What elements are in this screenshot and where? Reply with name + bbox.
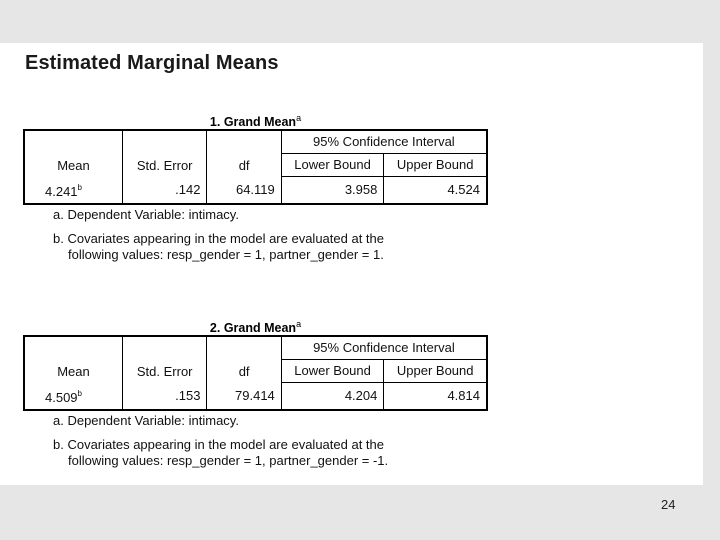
footnotes	[23, 206, 488, 262]
estimates-table	[23, 129, 488, 205]
page-number: 24	[661, 497, 676, 512]
col-header-upper-bound: Upper Bound	[384, 360, 487, 383]
col-header-df: df	[207, 130, 281, 177]
table-title	[23, 107, 488, 129]
col-header-confidence-interval: 95% Confidence Interval	[281, 130, 487, 154]
footnote-b-line-1: b. Covariates appearing in the model are evaluated at the	[53, 436, 384, 452]
col-header-df: df	[207, 336, 281, 383]
cell-mean	[24, 383, 122, 410]
col-header-std-error: Std. Error	[122, 336, 207, 383]
footnote-b-line-2: following values: resp_gender = 1, partner_gender = -1.	[68, 452, 389, 468]
grand-mean-table-1	[23, 107, 488, 273]
cell-std-error: .153	[122, 383, 207, 410]
col-header-mean: Mean	[24, 336, 122, 383]
section-heading: Estimated Marginal Means	[25, 52, 279, 74]
cell-lower-bound: 3.958	[281, 177, 384, 204]
cell-mean	[24, 177, 122, 204]
cell-mean-value: 4.509	[45, 389, 78, 405]
cell-mean-footnote-marker: b	[77, 182, 82, 192]
slide	[0, 43, 703, 485]
table-title-text: 2. Grand Mean	[209, 321, 297, 336]
col-header-lower-bound: Lower Bound	[281, 360, 384, 383]
cell-lower-bound: 4.204	[281, 383, 384, 410]
footnotes	[23, 412, 488, 468]
estimates-table	[23, 335, 488, 411]
footnote-b-line-2: following values: resp_gender = 1, partner_gender = 1.	[68, 246, 384, 262]
footnote-a: a. Dependent Variable: intimacy.	[53, 412, 239, 428]
cell-upper-bound: 4.814	[447, 387, 480, 403]
table-title-footnote-marker: a	[296, 113, 302, 123]
grand-mean-table-2	[23, 313, 488, 479]
col-header-std-error: Std. Error	[122, 130, 207, 177]
col-header-upper-bound: Upper Bound	[384, 154, 487, 177]
cell-upper-bound: 4.524	[447, 181, 480, 197]
cell-mean-footnote-marker: b	[77, 388, 82, 398]
table-title-text: 1. Grand Mean	[209, 115, 297, 130]
cell-df: 79.414	[207, 383, 281, 410]
table-title-footnote-marker: a	[296, 319, 302, 329]
col-header-lower-bound: Lower Bound	[281, 154, 384, 177]
col-header-confidence-interval: 95% Confidence Interval	[281, 336, 487, 360]
col-header-mean: Mean	[24, 130, 122, 177]
cell-df: 64.119	[207, 177, 281, 204]
table-row	[24, 383, 487, 410]
footnote-a: a. Dependent Variable: intimacy.	[53, 206, 239, 222]
cell-mean-value: 4.241	[45, 183, 78, 199]
table-row	[24, 177, 487, 204]
footnote-b-line-1: b. Covariates appearing in the model are evaluated at the	[53, 230, 384, 246]
cell-std-error: .142	[122, 177, 207, 204]
table-title	[23, 313, 488, 335]
